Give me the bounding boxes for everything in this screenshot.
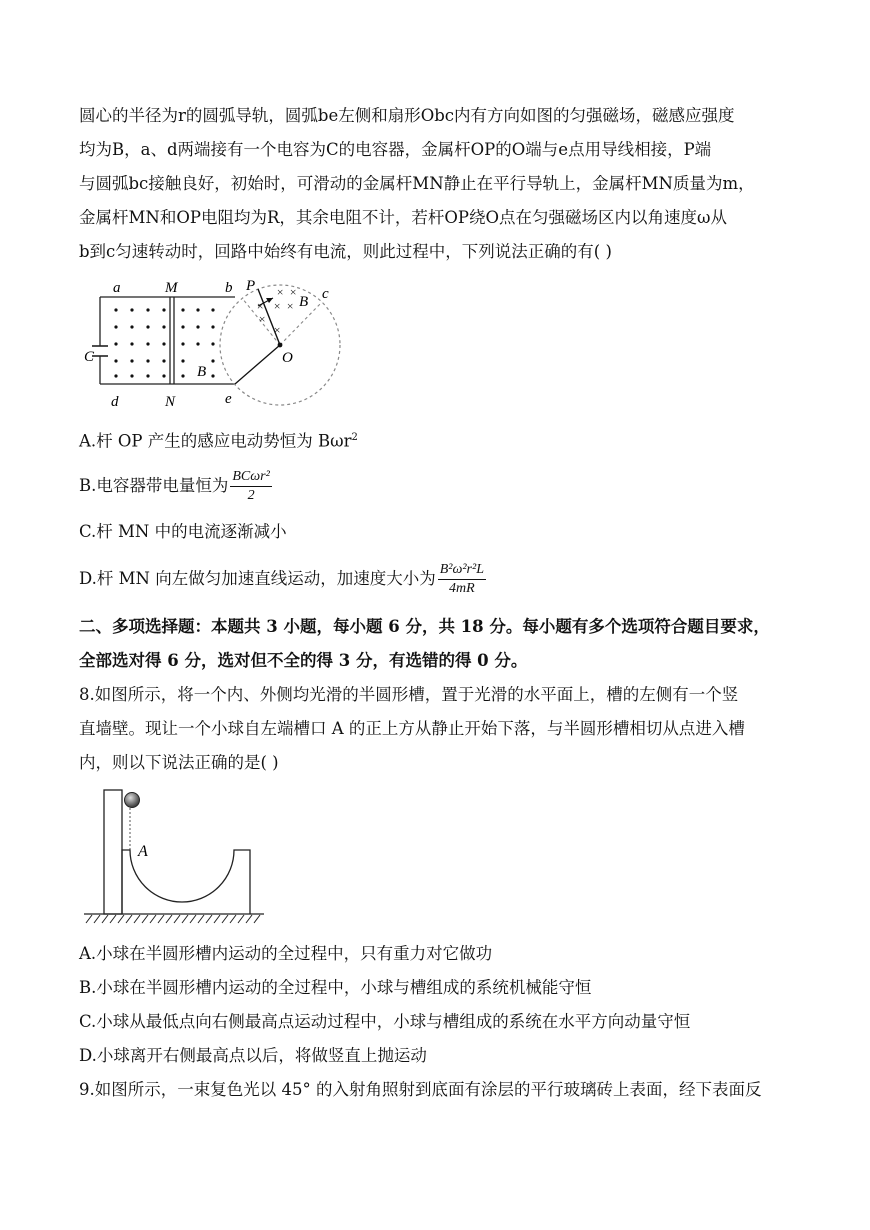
q8-line-1: 8.如图所示，将一个内、外侧均光滑的半圆形槽，置于光滑的水平面上，槽的左侧有一个竖 xyxy=(79,685,739,704)
q8-line-3: 内，则以下说法正确的是( ) xyxy=(79,753,279,772)
q7-option-d-fraction: $\frac{\text{B²ω²r²L}}{4mR}$ xyxy=(439,562,484,596)
q7-label-b: b xyxy=(225,280,233,296)
q7-line-4: 金属杆MN和OP电阻均为R，其余电阻不计，若杆OP绕O点在匀强磁场区内以角速度ω从 xyxy=(79,208,727,227)
section2-heading-line2: 全部选对得 6 分，选对但不全的得 3 分，有选错的得 0 分。 xyxy=(79,651,528,670)
q8-option-d: D.小球离开右侧最高点以后，将做竖直上抛运动 xyxy=(79,1046,427,1065)
q7-label-M: M xyxy=(165,280,178,296)
q8-line-2: 直墙壁。现让一个小球自左端槽口 A 的正上方从静止开始下落，与半圆形槽相切从点进入槽 xyxy=(79,719,745,738)
q9-line-1: 9.如图所示，一束复色光以 45° 的入射角照射到底面有涂层的平行玻璃砖上表面，经下表面反 xyxy=(79,1080,762,1099)
q8-label-A: A xyxy=(138,843,148,860)
q7-line-1: 圆心的半径为r的圆弧导轨，圆弧be左侧和扇形Obc内有方向如图的匀强磁场，磁感应强度 xyxy=(79,106,735,125)
q8-ground-hatch xyxy=(86,915,260,923)
q8-option-a: A.小球在半圆形槽内运动的全过程中，只有重力对它做功 xyxy=(79,944,493,963)
q8-groove-figure xyxy=(80,784,270,926)
q7-label-a: a xyxy=(113,280,121,296)
q7-label-N: N xyxy=(165,394,176,410)
q7-option-b: B.电容器带电量恒为 $\frac{\text{BCωr²}}{2}$ xyxy=(79,469,270,503)
q7-label-C: C xyxy=(84,349,95,365)
svg-text:×: × xyxy=(289,285,298,299)
q7-line-5: b到c匀速转动时，回路中始终有电流，则此过程中，下列说法正确的有( ) xyxy=(79,242,612,261)
q7-option-b-fraction: $\frac{\text{BCωr²}}{2}$ xyxy=(232,469,270,503)
q7-field-crosses xyxy=(256,285,297,337)
section2-heading-line1: 二、多项选择题：本题共 3 小题，每小题 6 分，共 18 分。每小题有多个选项符合题目要求， xyxy=(79,617,770,636)
q7-circuit-figure xyxy=(80,276,350,412)
svg-text:×: × xyxy=(258,312,267,326)
q8-option-b: B.小球在半圆形槽内运动的全过程中，小球与槽组成的系统机械能守恒 xyxy=(79,978,592,997)
q7-option-a: A.杆 OP 产生的感应电动势恒为 Bωr$^2$ xyxy=(79,431,358,451)
q7-label-d: d xyxy=(111,394,119,410)
svg-text:×: × xyxy=(276,285,285,299)
svg-text:×: × xyxy=(273,299,282,313)
q7-line-2: 均为B，a、d两端接有一个电容为C的电容器，金属杆OP的O端与e点用导线相接，P端 xyxy=(79,140,712,159)
q7-label-e: e xyxy=(225,391,232,407)
svg-text:×: × xyxy=(286,299,295,313)
q7-option-d: D.杆 MN 向左做匀加速直线运动，加速度大小为 $\frac{\text{B²ω²r²L}}{4mR}$ xyxy=(79,562,484,596)
q7-line-3: 与圆弧bc接触良好，初始时，可滑动的金属杆MN静止在平行导轨上，金属杆MN质量为m， xyxy=(79,174,755,193)
q7-option-c: C.杆 MN 中的电流逐渐减小 xyxy=(79,522,287,541)
q7-label-O: O xyxy=(282,350,293,366)
q7-label-B-bottom: B xyxy=(197,364,207,380)
svg-text:×: × xyxy=(256,299,265,313)
svg-text:×: × xyxy=(273,323,282,337)
q7-label-B-top: B xyxy=(299,294,309,310)
q8-option-c: C.小球从最低点向右侧最高点运动过程中，小球与槽组成的系统在水平方向动量守恒 xyxy=(79,1012,691,1031)
q7-label-c: c xyxy=(322,286,329,302)
q7-label-P: P xyxy=(246,278,256,294)
